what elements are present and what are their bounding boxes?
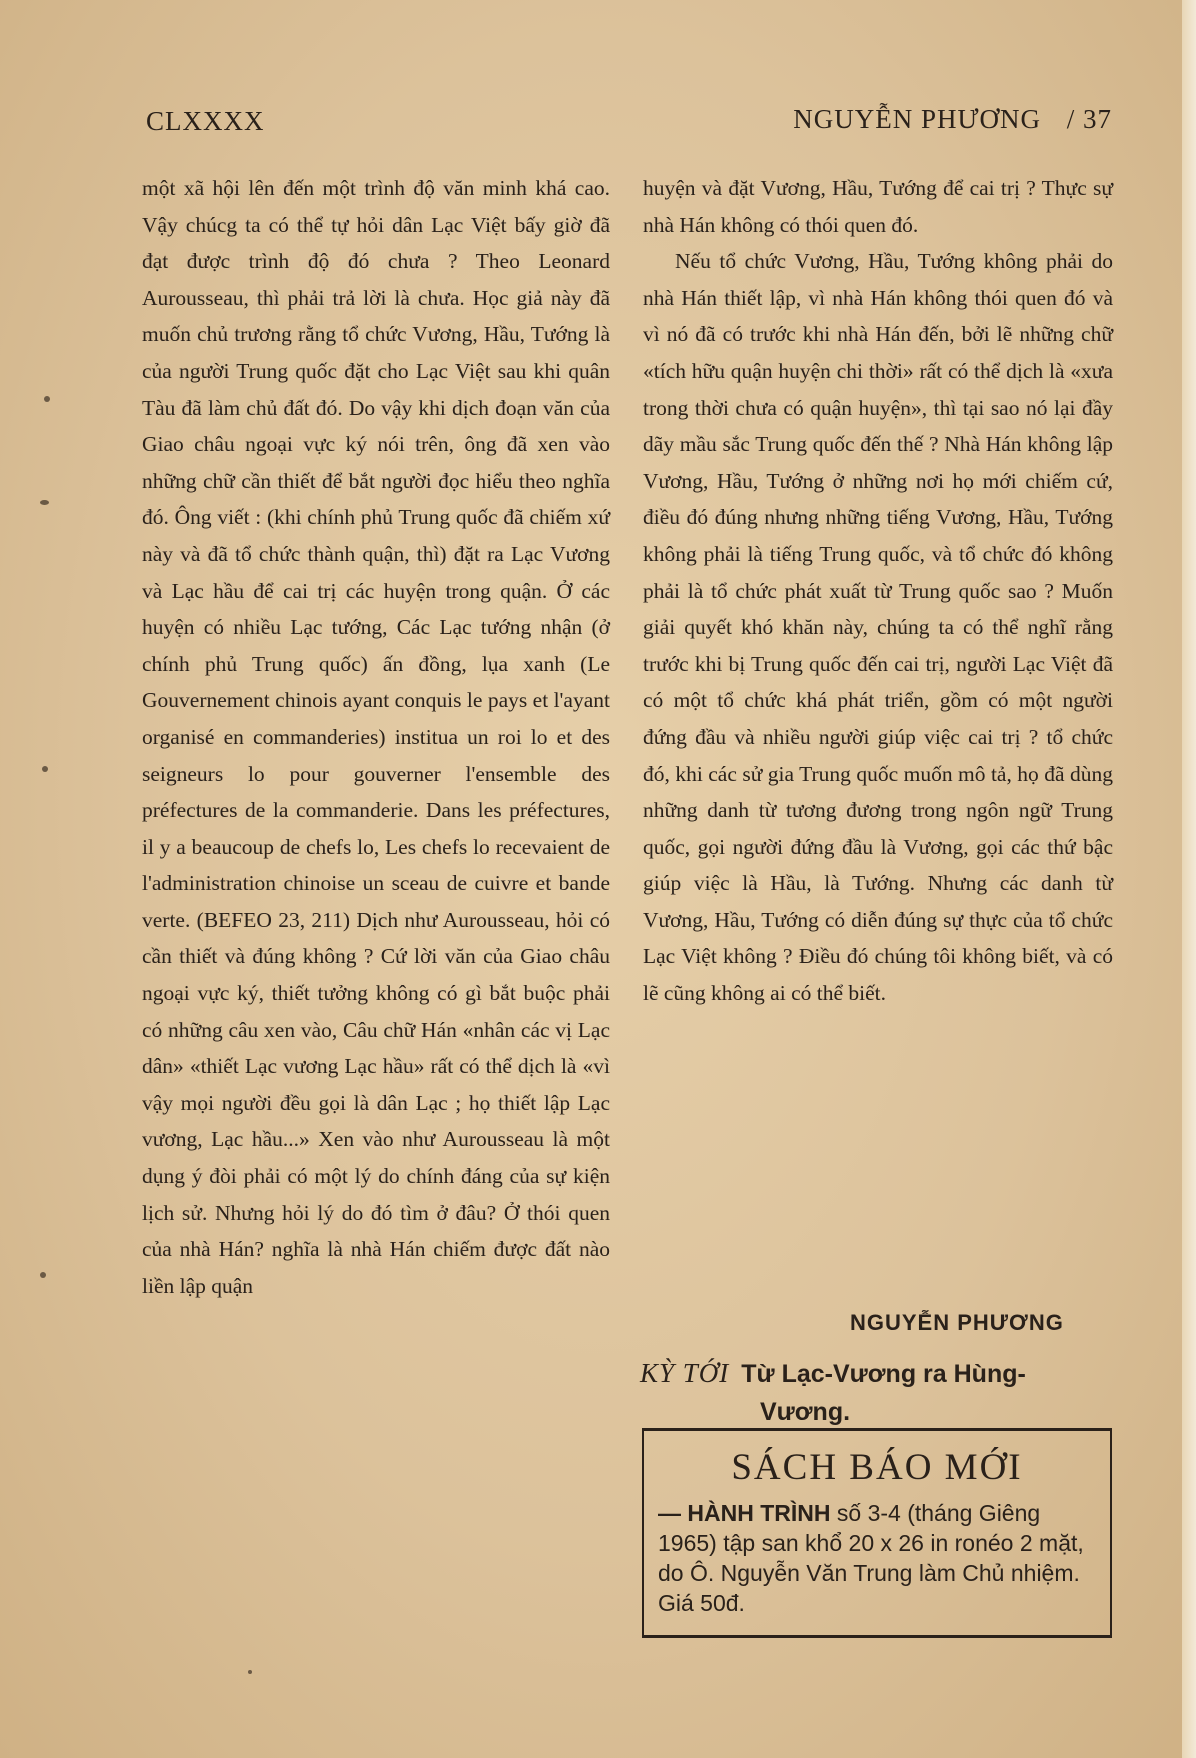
speck-mark [40, 1272, 46, 1278]
new-books-entry [658, 1498, 1098, 1618]
page-edge [1182, 0, 1196, 1758]
box-bottom-rule [642, 1635, 1112, 1638]
header-author: NGUYỄN PHƯƠNG [793, 104, 1041, 134]
new-books-text: số 3-4 (tháng Giêng 1965) tập san khổ 20 x 26 in ronéo 2 mặt, do Ô. Nguyễn Văn Trung làm Chủ nhiệm. Giá 50đ. [658, 1500, 1084, 1616]
left-paragraph: một xã hội lên đến một trình độ văn minh khá cao. Vậy chúcg ta có thể tự hỏi dân Lạc Việt bấy giờ đã đạt được trình độ đó chưa ? Theo Leonard Aurousseau, thì phải trả lời là chưa. Học giả này đã muốn chủ trương rằng tổ chức Vương, Hầu, Tướng là của người Trung quốc đặt cho Lạc Việt sau khi quân Tàu đã làm chủ đất đó. Do vậy khi dịch đoạn văn của Giao châu ngoại vực ký nói trên, ông đã xen vào những chữ cần thiết để bắt người đọc hiểu theo nghĩa đó. Ông viết : (khi chính phủ Trung quốc đã chiếm xứ này và đã tổ chức thành quận, thì) đặt ra Lạc Vương và Lạc hầu để cai trị các huyện trong quận. Ở các huyện có nhiều Lạc tướng, Các Lạc tướng nhận (ở chính phủ Trung quốc) ấn đồng, lụa xanh (Le Gouvernement chinois ayant conquis le pays et l'ayant organisé en commanderies) institua un roi lo et des seigneurs lo pour gouverner l'ensemble des préfectures de la commanderie. Dans les préfectures, il y a beaucoup de chefs lo, Les chefs lo recevaient de l'administration chinoise un sceau de cuivre et bande verte. (BEFEO 23, 211) Dịch như Aurousseau, hỏi có cần thiết và đúng không ? Cứ lời văn của Giao châu ngoại vực ký, thiết tưởng không có gì bắt buộc phải có những câu xen vào, Câu chữ Hán «nhân các vị Lạc dân» «thiết Lạc vương Lạc hầu» rất có thể dịch là «vì vậy mọi người đều gọi là dân Lạc ; họ thiết lập Lạc vương, Lạc hầu...» Xen vào như Aurousseau là một dụng ý đòi phải có một lý do chính đáng của sự kiện lịch sử. Nhưng hỏi lý do đó tìm ở đâu? Ở thói quen của nhà Hán? nghĩa là nhà Hán chiếm được đất nào liền lập quận [142, 176, 610, 1298]
new-books-heading: SÁCH BÁO MỚI [731, 1447, 1023, 1488]
box-top-rule [642, 1428, 1112, 1431]
next-issue-notice [640, 1354, 1120, 1431]
right-paragraph-2: Nếu tổ chức Vương, Hầu, Tướng không phải do nhà Hán thiết lập, vì nhà Hán không thói quen đó và vì nó đã có trước khi nhà Hán đến, bởi lẽ những chữ «tích hữu quận huyện chi thời» rất có thể dịch là «xưa trong thời chưa có quận huyện», thì tại sao nó lại đầy dãy mầu sắc Trung quốc đến thế ? Nhà Hán không lập Vương, Hầu, Tướng ở những nơi họ mới chiếm cứ, điều đó đúng nhưng những tiếng Vương, Hầu, Tướng không phải là tiếng Trung quốc, và tổ chức đó không phải là tổ chức phát xuất từ Trung quốc sao ? Muốn giải quyết khó khăn này, chúng ta có thể nghĩ rằng trước khi bị Trung quốc đến cai trị, người Lạc Việt đã có một tổ chức khá phát triển, gồm có một người đứng đầu và nhiều người giúp việc cai trị ? tổ chức đó, khi các sử gia Trung quốc muốn mô tả, họ đã dùng những danh từ tương đương trong ngôn ngữ Trung quốc, gọi người đứng đầu là Vương, gọi các thứ bậc giúp việc là Hầu, là Tướng. Nhưng các danh từ Vương, Hầu, Tướng có diễn đúng sự thực của tổ chức Lạc Việt không ? Điều đó chúng tôi không biết, và có lẽ cũng không ai có thể biết. [643, 249, 1113, 1006]
next-issue-label: KỲ TỚI [640, 1358, 730, 1388]
speck-mark [40, 500, 49, 505]
left-column [142, 170, 610, 1304]
new-books-lead: — HÀNH TRÌNH [658, 1500, 831, 1526]
speck-mark [248, 1670, 252, 1674]
right-column [643, 170, 1113, 1012]
speck-mark [42, 766, 48, 772]
new-books-box [642, 1428, 1112, 1638]
running-header [793, 104, 1112, 135]
section-number: CLXXXX [146, 106, 265, 136]
next-issue-title-1: Từ Lạc-Vương ra Hùng- [741, 1360, 1026, 1388]
page-number: / 37 [1066, 104, 1112, 134]
author-signature: NGUYỄN PHƯƠNG [850, 1310, 1064, 1335]
right-paragraph-1: huyện và đặt Vương, Hầu, Tướng để cai trị ? Thực sự nhà Hán không có thói quen đó. [643, 176, 1113, 237]
speck-mark [44, 396, 50, 402]
next-issue-title-2: Vương. [760, 1398, 851, 1426]
